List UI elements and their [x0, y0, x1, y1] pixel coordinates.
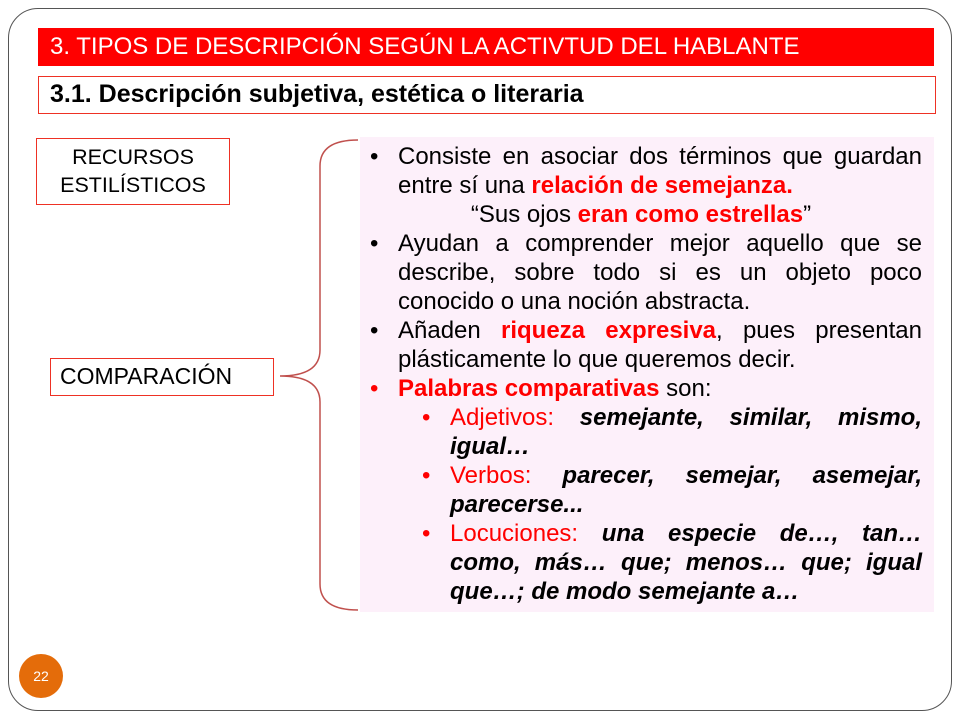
sub-bullet-icon — [422, 519, 430, 548]
bullet-expresividad-before: Añaden — [398, 317, 501, 344]
sub-item-verbos — [360, 461, 922, 519]
sub-item-adjetivos — [360, 403, 922, 461]
bullet-expresividad-highlight: riqueza expresiva — [501, 317, 717, 344]
section-subtitle-box — [38, 76, 936, 114]
page-number: 22 — [33, 668, 49, 684]
recursos-estilisticos-label: RECURSOS ESTILÍSTICOS — [60, 145, 206, 197]
quote-start: “Sus ojos — [470, 201, 578, 228]
sub-bullet-icon — [422, 403, 430, 432]
curly-brace-path — [280, 140, 358, 610]
bullet-palabras-after: son: — [659, 375, 712, 402]
recursos-estilisticos-box — [36, 138, 230, 205]
sub-item-examples: una especie de…, tan… como, más… que; menos… que; igual que…; de modo semejante a… — [450, 520, 922, 605]
sub-item-locuciones — [360, 519, 922, 606]
bullet-funcion-text: Ayudan a comprender mejor aquello que se describe, sobre todo si es un objeto poco conocido o una noción abstracta. — [398, 230, 922, 315]
bullet-icon — [370, 316, 378, 345]
bullet-icon — [370, 142, 378, 171]
sub-item-label: Adjetivos: — [450, 404, 555, 431]
bullet-expresividad-after: , pues presentan plásticamente lo que queremos decir. — [398, 317, 922, 373]
bullet-icon — [370, 229, 378, 258]
bullet-definicion-highlight: relación de semejanza. — [531, 172, 793, 199]
comparacion-label: COMPARACIÓN — [60, 363, 233, 389]
bullet-expresividad — [360, 316, 922, 374]
content-panel — [360, 137, 934, 612]
example-quote — [360, 200, 922, 229]
bullet-definicion-text: Consiste en asociar dos términos que guardan entre sí una — [398, 143, 922, 199]
page-number-badge — [19, 654, 63, 698]
curly-brace-icon — [276, 136, 362, 614]
bullet-palabras-highlight: Palabras comparativas — [398, 375, 660, 402]
bullet-palabras-comparativas — [360, 374, 922, 403]
sub-bullet-icon — [422, 461, 430, 490]
sub-item-examples: parecer, semejar, asemejar, parecerse... — [450, 462, 923, 518]
slide-title-bar — [38, 28, 934, 66]
bullet-funcion — [360, 229, 922, 316]
sub-item-label: Locuciones: — [450, 520, 579, 547]
sub-item-examples: semejante, similar, mismo, igual… — [450, 404, 923, 460]
slide-title: 3. TIPOS DE DESCRIPCIÓN SEGÚN LA ACTIVTUD DEL HABLANTE — [50, 33, 800, 60]
bullet-definicion — [360, 142, 922, 200]
quote-end: ” — [803, 201, 812, 228]
bullet-icon — [370, 374, 378, 403]
sub-item-label: Verbos: — [450, 462, 532, 489]
comparacion-box — [50, 358, 274, 396]
quote-highlight: eran como estrellas — [577, 201, 804, 228]
section-subtitle: 3.1. Descripción subjetiva, estética o literaria — [50, 80, 584, 108]
